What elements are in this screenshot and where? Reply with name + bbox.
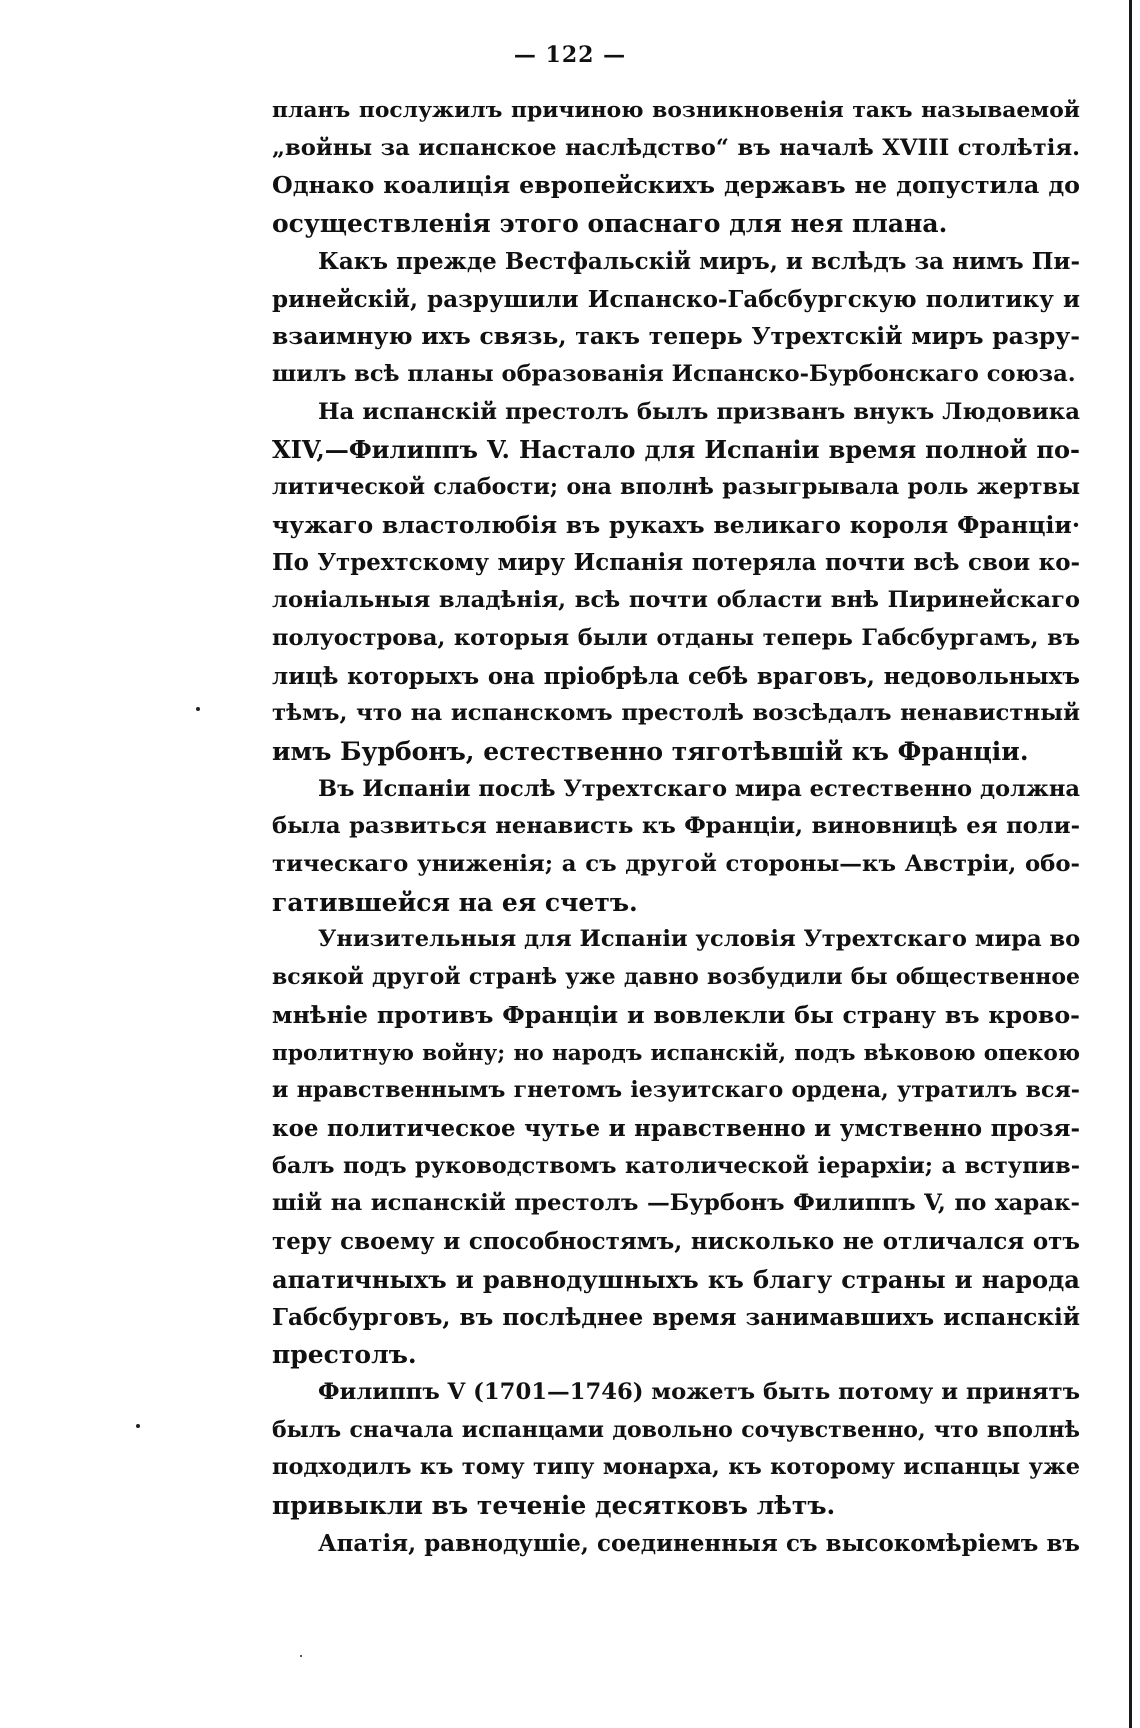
text-line: Унизительныя для Испаніи условія Утрехтскаго мира во <box>318 926 1081 953</box>
paragraph <box>272 1525 1080 1563</box>
text-line: взаимную ихъ связь, такъ теперь Утрехтскій миръ разру- <box>272 322 1080 351</box>
text-line: лицѣ которыхъ она пріобрѣла себѣ враговъ, недовольныхъ <box>272 662 1080 690</box>
text-line: балъ подъ руководствомъ католической іерархіи; а вступив- <box>272 1152 1080 1179</box>
text-line: престолъ. <box>272 1340 417 1370</box>
text-line: подходилъ къ тому типу монарха, къ которому испанцы уже <box>272 1454 1080 1481</box>
scan-speck <box>300 1655 302 1657</box>
scan-speck <box>196 707 200 711</box>
text-line: привыкли въ теченіе десятковъ лѣтъ. <box>272 1491 836 1521</box>
text-line: Филиппъ V (1701—1746) можетъ быть потому и принятъ <box>318 1378 1080 1405</box>
paragraph <box>272 1374 1080 1525</box>
text-line: теру своему и способностямъ, нисколько не отличался отъ <box>272 1228 1080 1256</box>
paragraph <box>272 394 1080 771</box>
text-line: была развиться ненависть къ Франціи, виновницѣ ея поли- <box>272 813 1080 840</box>
scan-edge-line <box>1129 0 1132 1728</box>
text-line: „войны за испанское наслѣдство“ въ началѣ XVIII столѣтія. <box>272 134 1080 161</box>
text-line: XIV,—Филиппъ V. Настало для Испаніи время полной по- <box>272 435 1080 465</box>
text-line: апатичныхъ и равнодушныхъ къ благу страны и народа <box>272 1264 1080 1294</box>
text-line: По Утрехтскому миру Испанія потеряла почти всѣ свои ко- <box>272 549 1080 577</box>
page-number: — 122 — <box>513 42 627 68</box>
text-line: кое политическое чутье и нравственно и умственно прозя- <box>272 1114 1080 1142</box>
text-line: мнѣніе противъ Франціи и вовлекли бы страну въ крово- <box>272 1000 1080 1029</box>
paragraph <box>272 921 1080 1373</box>
text-line: и нравственнымъ гнетомъ іезуитскаго ордена, утратилъ вся- <box>272 1077 1080 1104</box>
text-line: На испанскій престолъ былъ призванъ внукъ Людовика <box>318 398 1080 425</box>
body-text <box>272 92 1080 1562</box>
text-line: тическаго униженія; а съ другой стороны—къ Австріи, обо- <box>272 851 1080 878</box>
text-line: Какъ прежде Вестфальскій миръ, и вслѣдъ за нимъ Пи- <box>318 247 1080 275</box>
text-line: гатившейся на ея счетъ. <box>272 887 638 917</box>
text-line: пролитную войну; но народъ испанскій, подъ вѣковою опекою <box>272 1040 1080 1066</box>
scan-speck <box>136 1424 140 1428</box>
text-line: чужаго властолюбія въ рукахъ великаго короля Франціи· <box>272 510 1080 539</box>
text-line: ринейскій, разрушили Испанско-Габсбургскую политику и <box>272 285 1080 313</box>
text-line: литической слабости; она вполнѣ разыгрывала роль жертвы <box>272 474 1080 501</box>
text-line: шій на испанскій престолъ —Бурбонъ Филиппъ V, по харак- <box>272 1190 1080 1217</box>
text-line: всякой другой странѣ уже давно возбудили бы общественное <box>272 964 1080 991</box>
text-line: полуострова, которыя были отданы теперь Габсбургамъ, въ <box>272 624 1080 651</box>
paragraph <box>272 771 1080 922</box>
text-line: шилъ всѣ планы образованія Испанско-Бурбонскаго союза. <box>272 360 1076 387</box>
text-line: Апатія, равнодушіе, соединенныя съ высокомѣріемъ въ <box>318 1529 1080 1557</box>
paragraph <box>272 243 1080 394</box>
text-line: планъ послужилъ причиною возникновенія такъ называемой <box>272 97 1080 123</box>
text-line: тѣмъ, что на испанскомъ престолѣ возсѣдалъ ненавистный <box>272 700 1080 727</box>
text-line: Однако коалиція европейскихъ державъ не допустила до <box>272 171 1080 200</box>
text-line: имъ Бурбонъ, естественно тяготѣвшій къ Франціи. <box>272 736 1029 766</box>
text-line: лоніальныя владѣнія, всѣ почти области внѣ Пиринейскаго <box>272 587 1080 614</box>
text-line: Габсбурговъ, въ послѣднее время занимавшихъ испанскій <box>272 1303 1080 1331</box>
text-line: осуществленія этого опаснаго для нея плана. <box>272 209 948 239</box>
paragraph <box>272 92 1080 243</box>
text-line: былъ сначала испанцами довольно сочувственно, что вполнѣ <box>272 1416 1080 1443</box>
text-line: Въ Испаніи послѣ Утрехтскаго мира естественно должна <box>318 775 1080 802</box>
